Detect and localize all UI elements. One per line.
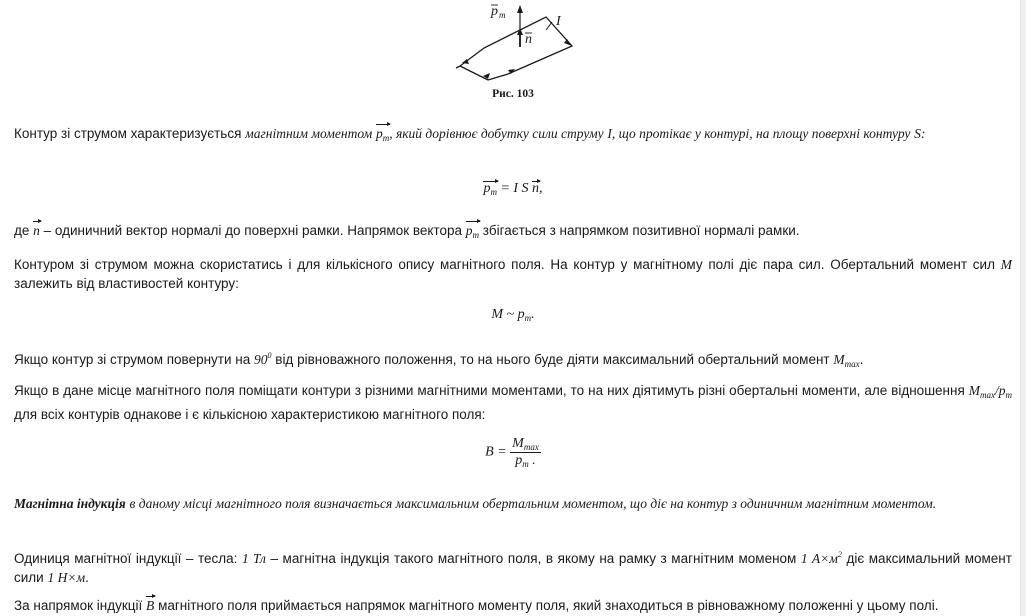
paragraph-definition: Магнітна індукція в даному місці магнітного поля визначається максимальним обертальним моментом, що діє на контур з одиничним магнітним моментом. (14, 496, 937, 511)
term-magnetic-induction: Магнітна індукція (14, 496, 126, 511)
paragraph-max-torque: Якщо контур зі струмом повернути на $90^0$ від рівноважного положення, то на нього буде діяти максимальний обертальний момент $M_{max}$. (14, 351, 864, 369)
equation-induction: B = $\frac{M_{max}}{p_m .}$ (485, 436, 539, 469)
paragraph-normal-vector: де n – одиничний вектор нормалі до поверхні рамки. Напрямок вектора $p_m$ збігається з напрямком позитивної нормалі рамки. (14, 221, 1012, 245)
equation-pm: $p_m = I$ S n, (483, 181, 543, 197)
paragraph-magnetic-moment: Контур зі струмом характеризується магнітним моментом $p_m$, який дорівнює добутку сили струму I, що протікає у контурі, на площу поверхні контуру S: (14, 124, 1012, 148)
figure-caption: Рис. 103 (492, 88, 534, 100)
paragraph-direction: За напрямок індукції B магнітного поля приймається напрямок магнітного моменту поля, який знаходиться в рівноважному положенні у цьому полі. (14, 598, 939, 613)
equation-proportional: M ~ $p_m$. (491, 307, 535, 323)
lead-wire-left (456, 66, 460, 68)
label-pm-sub: m (499, 10, 506, 20)
i-pointer (546, 22, 552, 30)
scrollbar[interactable] (1020, 0, 1026, 616)
pm-symbol: $p_m$ (376, 124, 389, 148)
paragraph-ratio: Якщо в дане місце магнітного поля поміщати контури з різними магнітними моментами, то на них діятимуть різні обертальні моменти, але відношення $M_{max}/p_m$ для всіх контурів однакове і є кількісною характеристикою магнітного поля: (14, 383, 1012, 422)
label-pm: p (491, 4, 498, 19)
current-arrow-1 (564, 39, 572, 46)
label-I: I (556, 14, 561, 29)
paragraph-torque: Контуром зі струмом можна скористатись і для кількісного опису магнітного поля. На контур у магнітному полі діє пара сил. Обертальний момент сил M залежить від властивостей контуру: (14, 257, 1012, 291)
label-n: n (525, 32, 532, 47)
paragraph-tesla: Одиниця магнітної індукції – тесла: 1 Тл – магнітна індукція такого магнітного поля, в якому на рамку з магнітним моменом 1 $А\times м^2$ діє максимальний момент сили 1 Н×м. (14, 550, 1012, 585)
